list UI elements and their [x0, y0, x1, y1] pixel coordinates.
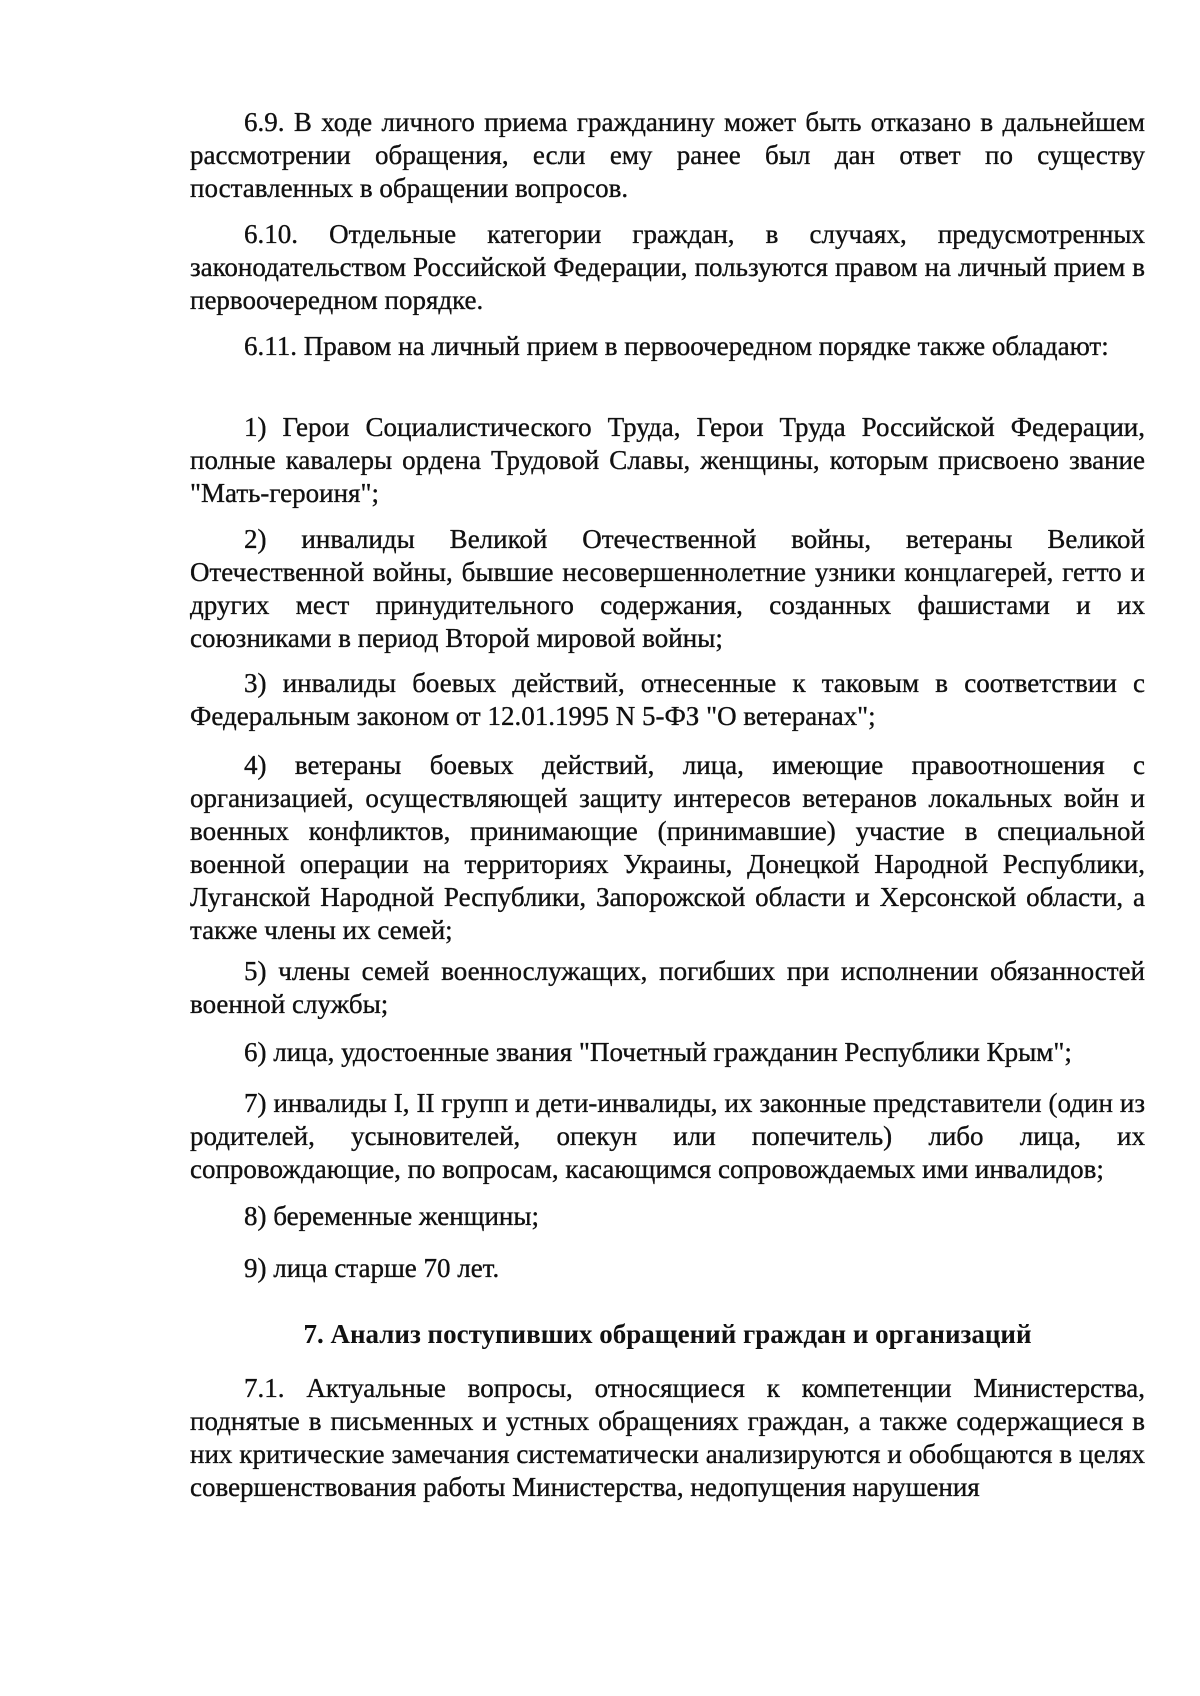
list-item-1: 1) Герои Социалистического Труда, Герои Труда Российской Федерации, полные кавалеры ордена Трудовой Славы, женщины, которым присвоено звание "Мать-героиня";: [190, 412, 1145, 508]
paragraph-6-11: 6.11. Правом на личный прием в первоочередном порядке также обладают:: [244, 331, 1109, 361]
section-heading-7: 7. Анализ поступивших обращений граждан и организаций: [303, 1319, 1032, 1349]
list-item-9: 9) лица старше 70 лет.: [244, 1253, 500, 1283]
list-item-7: 7) инвалиды I, II групп и дети-инвалиды, их законные представители (один из родителей, усыновителей, опекун или попечитель) либо лица, их сопровождающие, по вопросам, касающимся сопровождаемых ими инвалидов;: [190, 1088, 1145, 1184]
list-item-8: 8) беременные женщины;: [244, 1201, 539, 1231]
paragraph-6-10: 6.10. Отдельные категории граждан, в случаях, предусмотренных законодательством Российской Федерации, пользуются правом на личный прием в первоочередном порядке.: [190, 219, 1145, 315]
paragraph-7-1: 7.1. Актуальные вопросы, относящиеся к компетенции Министерства, поднятые в письменных и устных обращениях граждан, а также содержащиеся в них критические замечания систематически анализируются и обобщаются в целях совершенствования работы Министерства, недопущения нарушения: [190, 1373, 1145, 1502]
paragraph-6-9: 6.9. В ходе личного приема гражданину может быть отказано в дальнейшем рассмотрении обращения, если ему ранее был дан ответ по существу поставленных в обращении вопросов.: [190, 107, 1145, 203]
list-item-4: 4) ветераны боевых действий, лица, имеющие правоотношения с организацией, осуществляющей защиту интересов ветеранов локальных войн и военных конфликтов, принимающие (принимавшие) участие в специальной военной операции на территориях Украины, Донецкой Народной Республики, Луганской Народной Республики, Запорожской области и Херсонской области, а также члены их семей;: [190, 750, 1145, 945]
list-item-5: 5) члены семей военнослужащих, погибших при исполнении обязанностей военной службы;: [190, 956, 1145, 1019]
list-item-2: 2) инвалиды Великой Отечественной войны, ветераны Великой Отечественной войны, бывшие несовершеннолетние узники концлагерей, гетто и других мест принудительного содержания, созданных фашистами и их союзниками в период Второй мировой войны;: [190, 524, 1145, 653]
list-item-3: 3) инвалиды боевых действий, отнесенные к таковым в соответствии с Федеральным законом от 12.01.1995 N 5-ФЗ "О ветеранах";: [190, 668, 1145, 731]
list-item-6: 6) лица, удостоенные звания "Почетный гражданин Республики Крым";: [244, 1037, 1072, 1067]
